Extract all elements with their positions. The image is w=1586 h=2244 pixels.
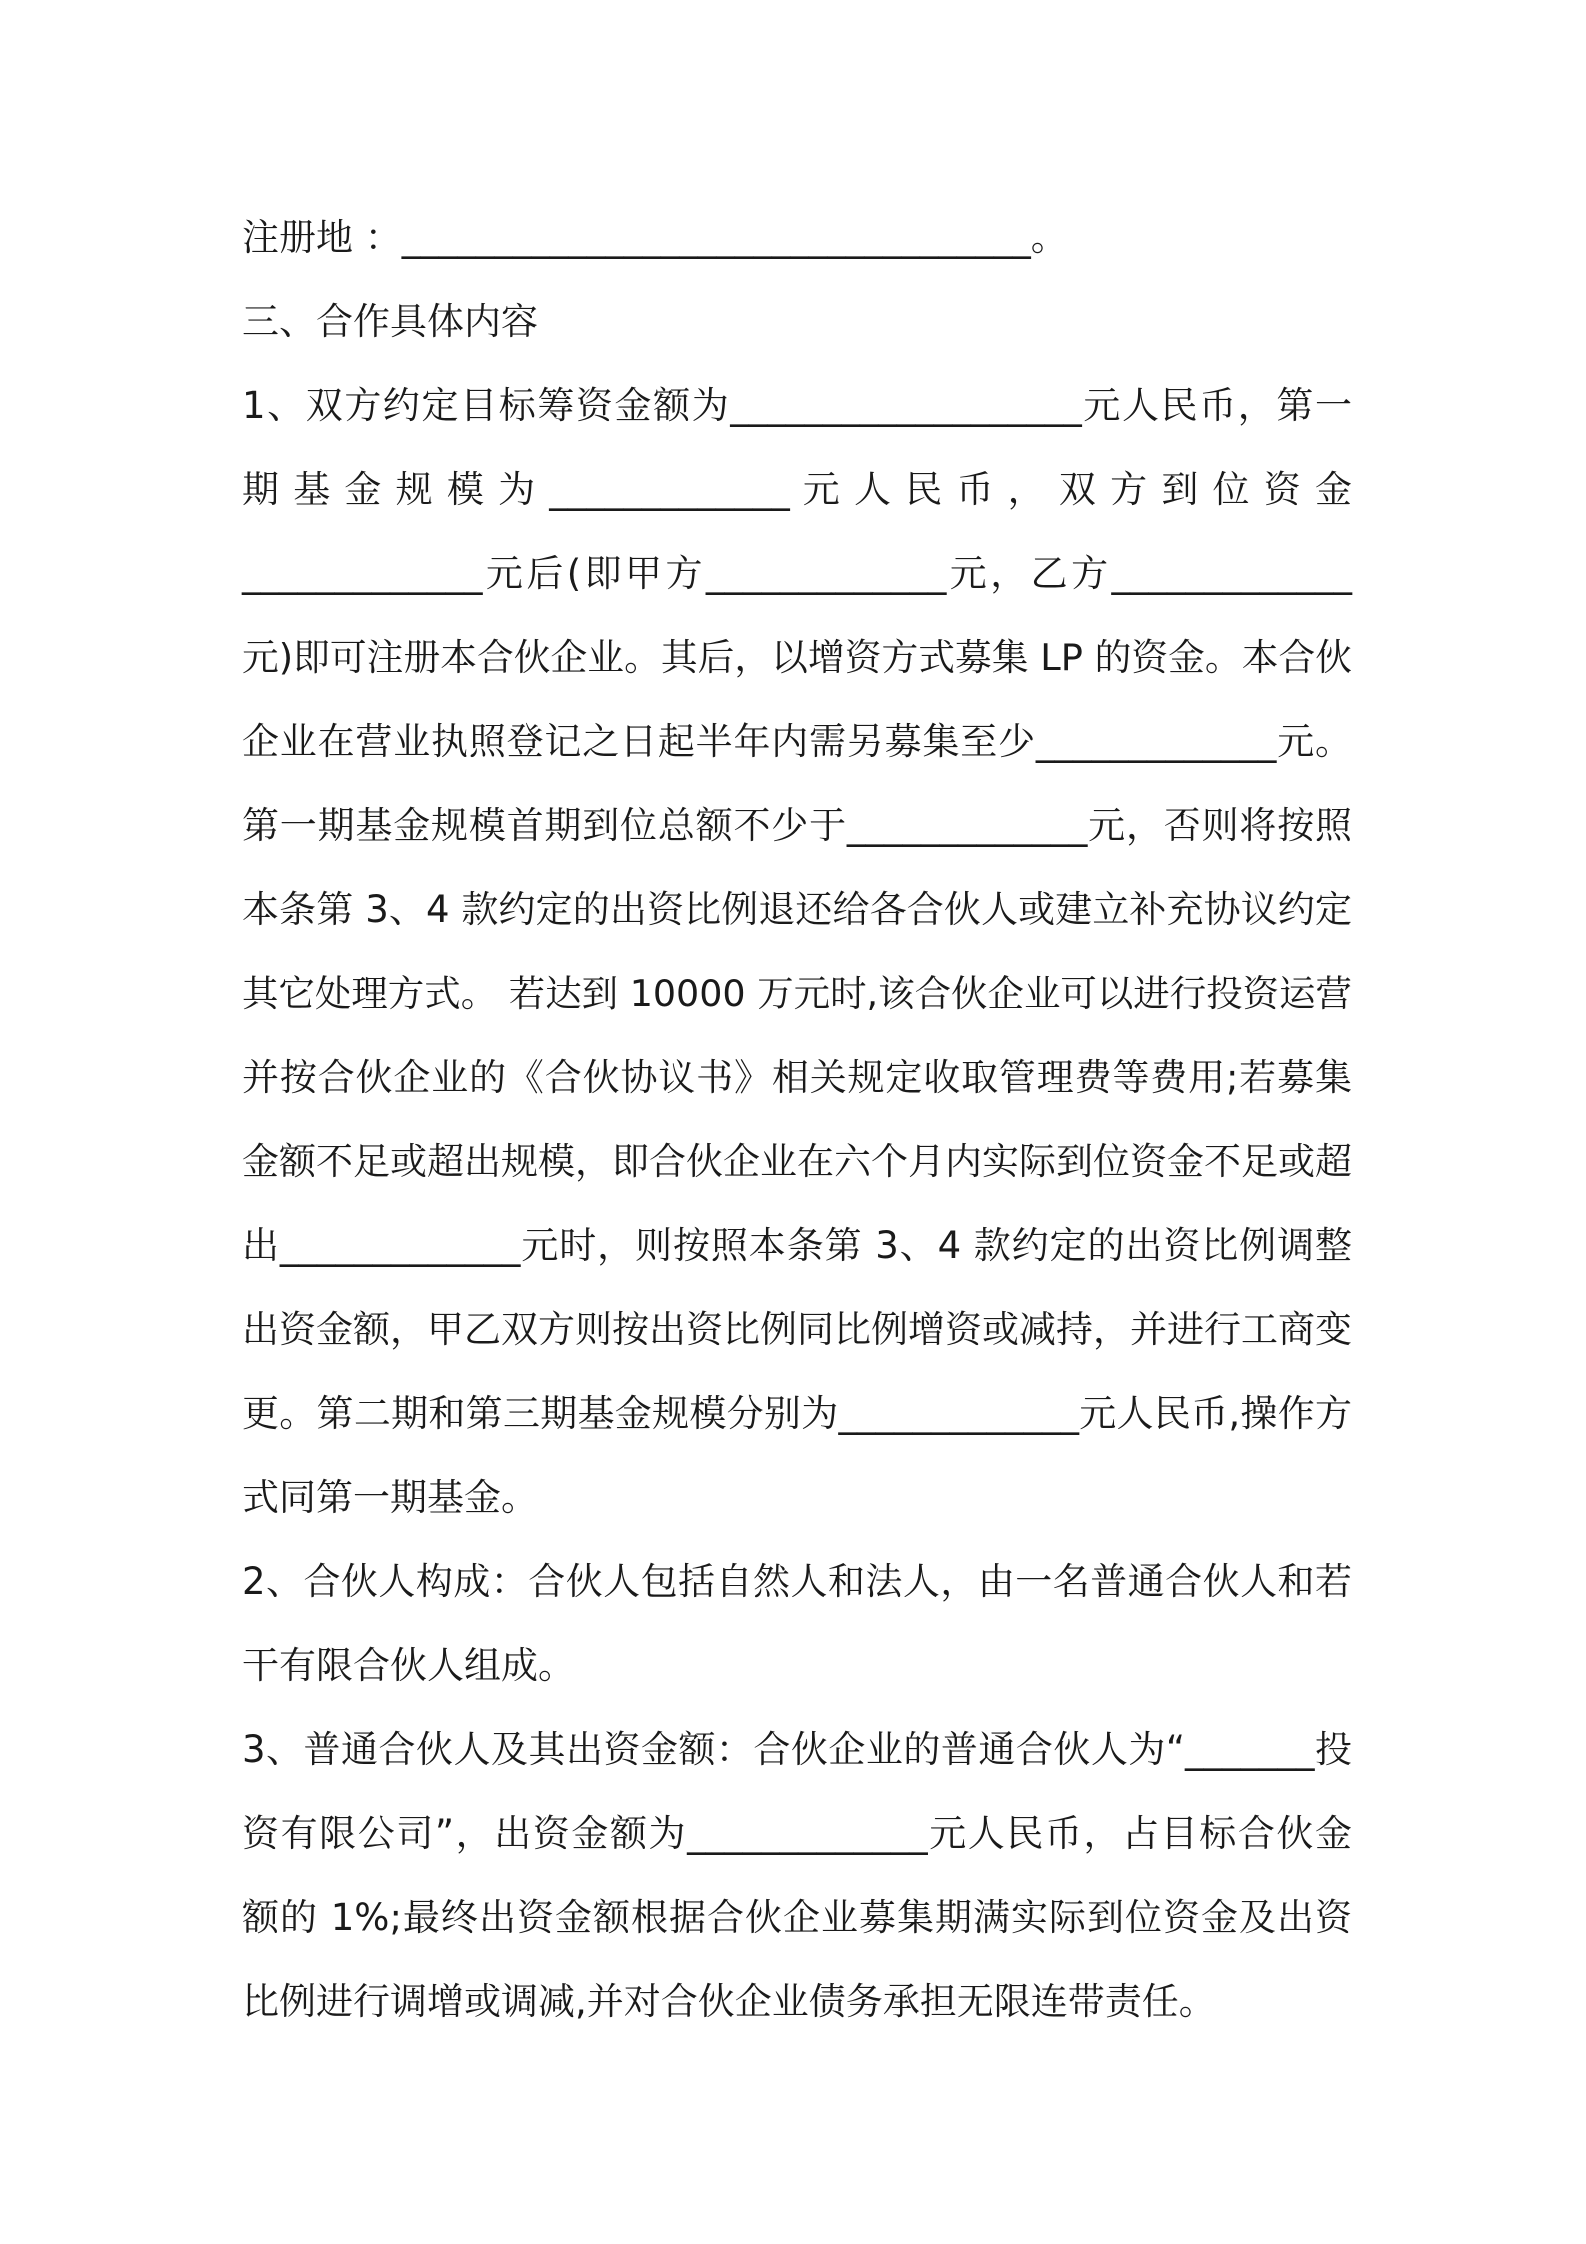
- text-line-registered-address: 注册地 ：__________________________________。: [242, 216, 1068, 259]
- text-line: 更。第二期和第三期基金规模分别为_____________元人民币,操作方: [242, 1392, 1352, 1435]
- document-body: [242, 196, 1352, 2044]
- text-line: 干有限合伙人组成。: [242, 1644, 575, 1687]
- text-line: 并按合伙企业的《合伙协议书》相关规定收取管理费等费用;若募集: [242, 1056, 1352, 1099]
- text-line: 企业在营业执照登记之日起半年内需另募集至少_____________元。: [242, 720, 1352, 763]
- text-line: _____________元后(即甲方_____________元，乙方_____________: [242, 552, 1352, 595]
- text-line: 出_____________元时，则按照本条第 3、4 款约定的出资比例调整: [242, 1224, 1352, 1267]
- text-line: 元)即可注册本合伙企业。其后，以增资方式募集 LP 的资金。本合伙: [242, 636, 1352, 679]
- section-heading-cooperation-content: 三、合作具体内容: [242, 300, 538, 343]
- text-line: 式同第一期基金。: [242, 1476, 538, 1519]
- text-line: 期 基 金 规 模 为 _____________ 元 人 民 币 ， 双 方 到 位 资 金: [242, 468, 1352, 511]
- text-line: 额的 1%;最终出资金额根据合伙企业募集期满实际到位资金及出资: [242, 1896, 1352, 1939]
- text-line: 出资金额，甲乙双方则按出资比例同比例增资或减持，并进行工商变: [242, 1308, 1352, 1351]
- text-line: 金额不足或超出规模，即合伙企业在六个月内实际到位资金不足或超: [242, 1140, 1352, 1183]
- text-line: 其它处理方式。 若达到 10000 万元时,该合伙企业可以进行投资运营: [242, 972, 1352, 1015]
- text-line: 第一期基金规模首期到位总额不少于_____________元，否则将按照: [242, 804, 1352, 847]
- text-line: 资有限公司”，出资金额为_____________元人民币，占目标合伙金: [242, 1812, 1352, 1855]
- text-line: 1、双方约定目标筹资金额为___________________元人民币，第一: [242, 384, 1352, 427]
- text-line: 2、合伙人构成：合伙人包括自然人和法人，由一名普通合伙人和若: [242, 1560, 1352, 1603]
- text-line: 比例进行调增或调减,并对合伙企业债务承担无限连带责任。: [242, 1980, 1216, 2023]
- text-line: 本条第 3、4 款约定的出资比例退还给各合伙人或建立补充协议约定: [242, 888, 1352, 931]
- text-line: 3、普通合伙人及其出资金额：合伙企业的普通合伙人为“_______投: [242, 1728, 1352, 1771]
